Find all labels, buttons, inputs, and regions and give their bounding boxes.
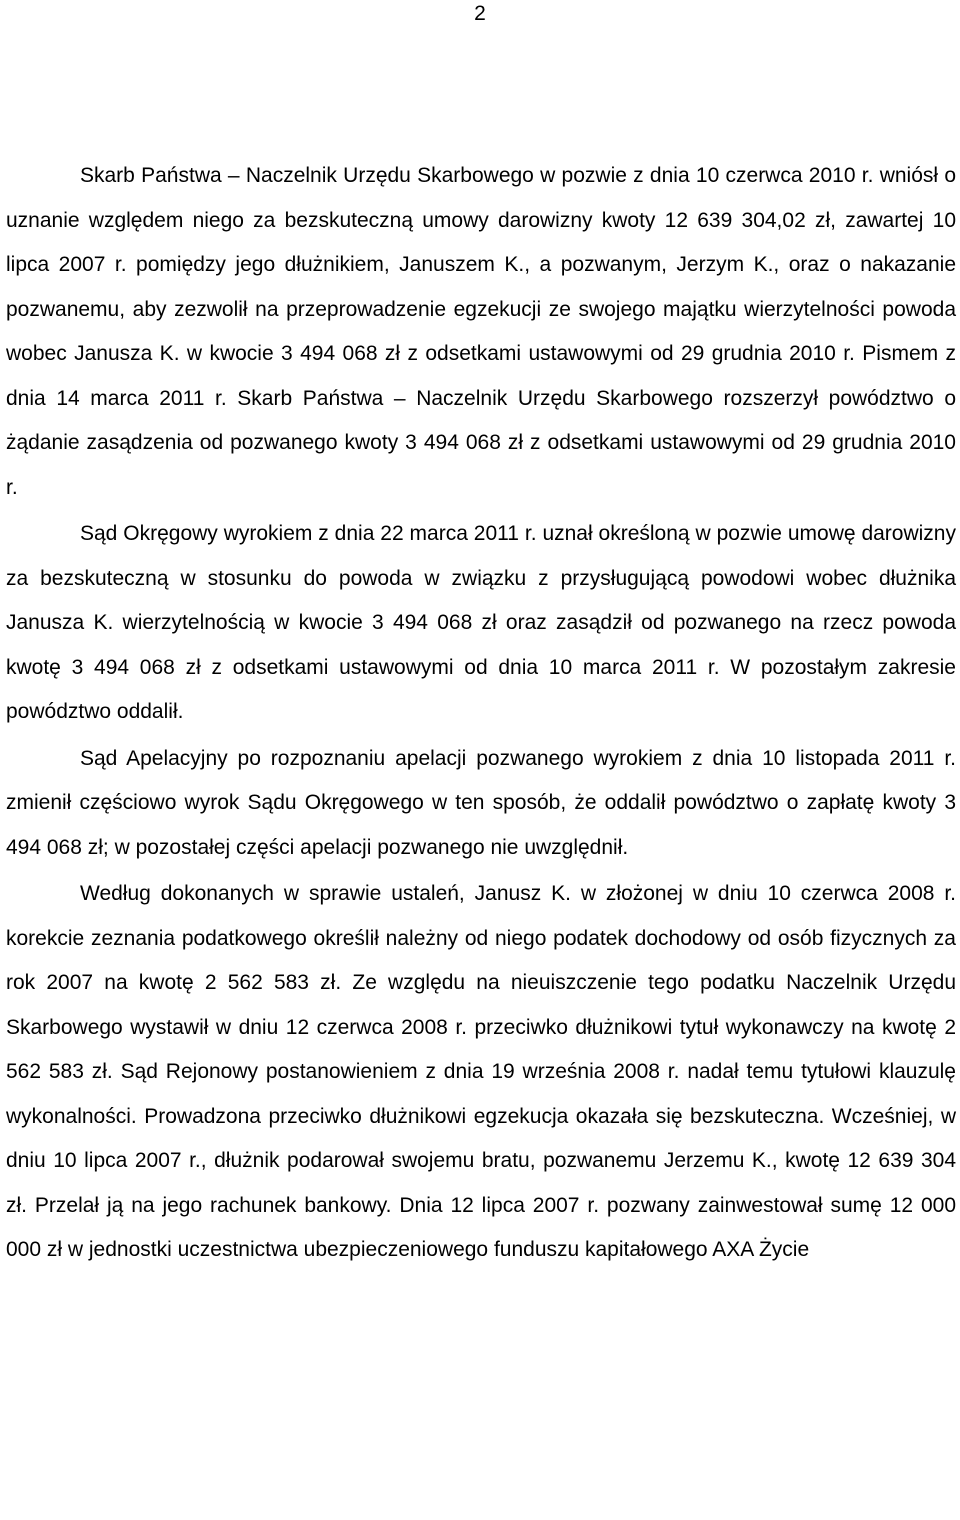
paragraph-appeal-court-ruling: Sąd Apelacyjny po rozpoznaniu apelacji pozwanego wyrokiem z dnia 10 listopada 2011 r. zmienił częściowo wyrok Sądu Okręgowego w ten sposób, że oddalił powództwo o zapłatę kwoty 3 494 068 zł; w pozostałej części apelacji pozwanego nie uwzględnił. <box>6 746 956 859</box>
paragraph-claim: Skarb Państwa – Naczelnik Urzędu Skarbowego w pozwie z dnia 10 czerwca 2010 r. wniósł o uznanie względem niego za bezskuteczną umowy darowizny kwoty 12 639 304,02 zł, zawartej 10 lipca 2007 r. pomiędzy jego dłużnikiem, Januszem K., a pozwanym, Jerzym K., oraz o nakazanie pozwanemu, aby zezwolił na przeprowadzenie egzekucji ze swojego majątku wierzytelności powoda wobec Janusza K. w kwocie 3 494 068 zł z odsetkami ustawowymi od 29 grudnia 2010 r. Pismem z dnia 14 marca 2011 r. Skarb Państwa – Naczelnik Urzędu Skarbowego rozszerzył powództwo o żądanie zasądzenia od pozwanego kwoty 3 494 068 zł z odsetkami ustawowymi od 29 grudnia 2010 r. <box>6 164 956 499</box>
page-number: 2 <box>474 2 486 25</box>
paragraph-regional-court-ruling: Sąd Okręgowy wyrokiem z dnia 22 marca 2011 r. uznał określoną w pozwie umowę darowizny za bezskuteczną w stosunku do powoda w związku z przysługującą powodowi wobec dłużnika Janusza K. wierzytelnością w kwocie 3 494 068 zł oraz zasądził od pozwanego na rzecz powoda kwotę 3 494 068 zł z odsetkami ustawowymi od dnia 10 marca 2011 r. W pozostałym zakresie powództwo oddalił. <box>6 522 956 723</box>
document-body <box>6 154 956 1273</box>
paragraph-findings: Według dokonanych w sprawie ustaleń, Janusz K. w złożonej w dniu 10 czerwca 2008 r. korekcie zeznania podatkowego określił należny od niego podatek dochodowy od osób fizycznych za rok 2007 na kwotę 2 562 583 zł. Ze względu na nieuiszczenie tego podatku Naczelnik Urzędu Skarbowego wystawił w dniu 12 czerwca 2008 r. przeciwko dłużnikowi tytuł wykonawczy na kwotę 2 562 583 zł. Sąd Rejonowy postanowieniem z dnia 19 września 2008 r. nadał temu tytułowi klauzulę wykonalności. Prowadzona przeciwko dłużnikowi egzekucja okazała się bezskuteczna. Wcześniej, w dniu 10 lipca 2007 r., dłużnik podarował swojemu bratu, pozwanemu Jerzemu K., kwotę 12 639 304 zł. Przelał ją na jego rachunek bankowy. Dnia 12 lipca 2007 r. pozwany zainwestował sumę 12 000 000 zł w jednostki uczestnictwa ubezpieczeniowego funduszu kapitałowego AXA Życie <box>6 882 956 1261</box>
